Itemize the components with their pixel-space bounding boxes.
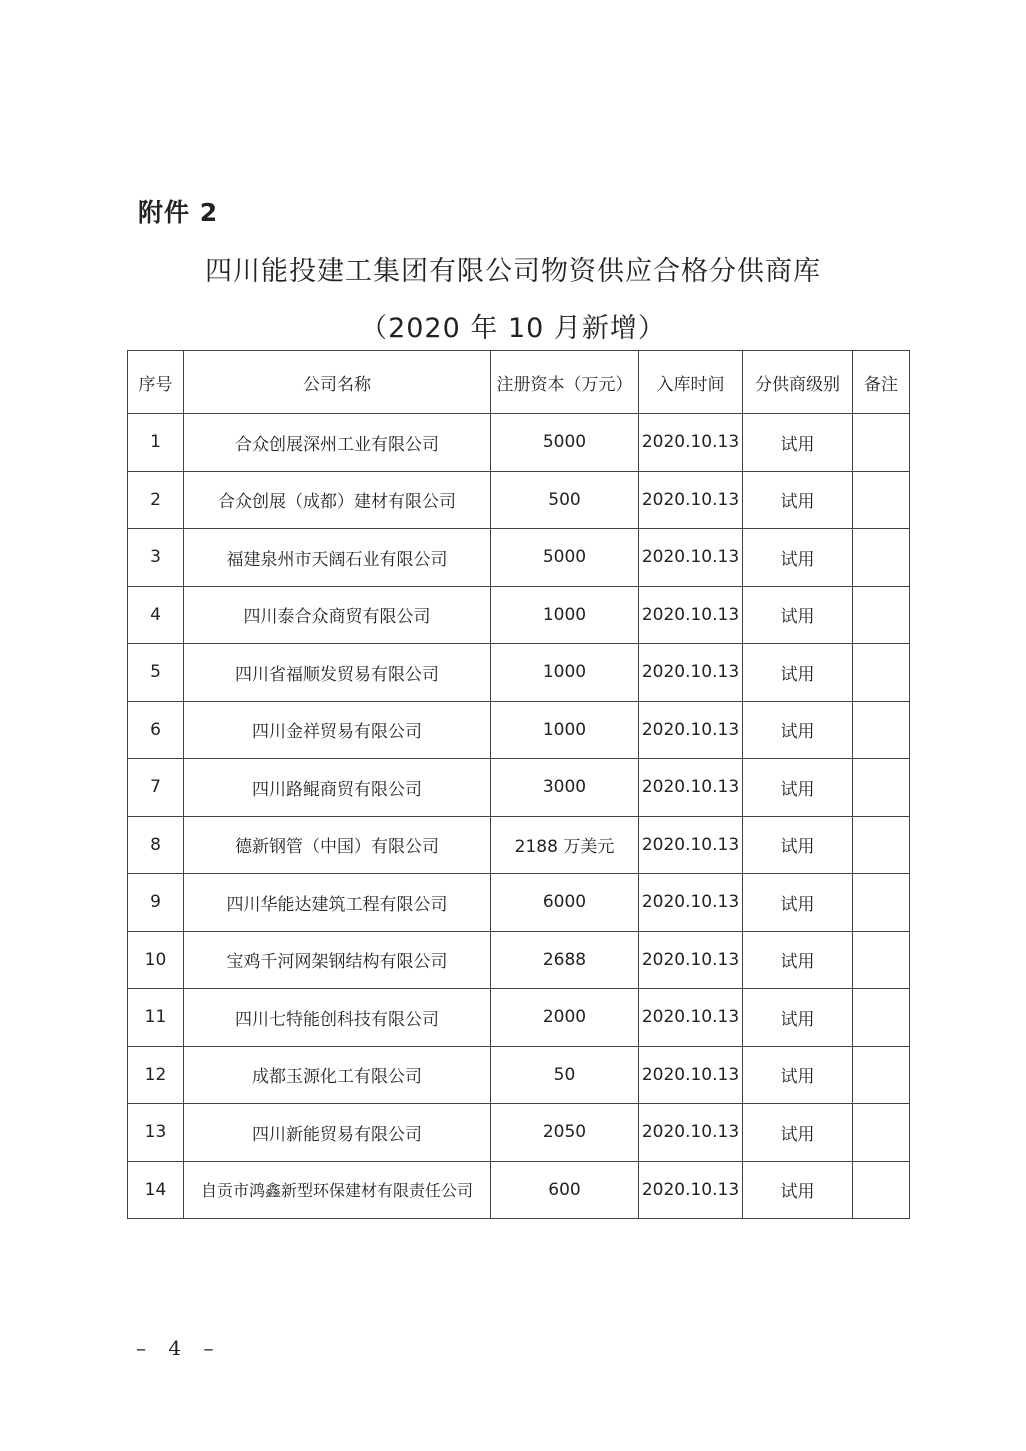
cell-seq: 5: [128, 644, 184, 702]
cell-seq: 12: [128, 1046, 184, 1104]
cell-company: 宝鸡千河网架钢结构有限公司: [184, 931, 491, 989]
table-row: [128, 1046, 910, 1104]
cell-level: 试用: [743, 1046, 853, 1104]
table-row: [128, 874, 910, 932]
cell-level: 试用: [743, 874, 853, 932]
cell-company: 德新钢管（中国）有限公司: [184, 816, 491, 874]
cell-date: 2020.10.13: [639, 816, 743, 874]
table-row: [128, 1104, 910, 1162]
table-header-row: [128, 351, 910, 414]
cell-date: 2020.10.13: [639, 586, 743, 644]
cell-date: 2020.10.13: [639, 1046, 743, 1104]
cell-remark: [853, 931, 910, 989]
cell-level: 试用: [743, 816, 853, 874]
cell-capital: 1000: [491, 701, 639, 759]
cell-level: 试用: [743, 931, 853, 989]
header-company: 公司名称: [184, 351, 491, 414]
table-row: [128, 759, 910, 817]
page-number: – 4 –: [136, 1336, 222, 1360]
cell-capital: 600: [491, 1161, 639, 1219]
cell-level: 试用: [743, 759, 853, 817]
cell-company: 成都玉源化工有限公司: [184, 1046, 491, 1104]
cell-seq: 13: [128, 1104, 184, 1162]
cell-date: 2020.10.13: [639, 644, 743, 702]
cell-seq: 11: [128, 989, 184, 1047]
cell-capital: 1000: [491, 586, 639, 644]
cell-date: 2020.10.13: [639, 931, 743, 989]
cell-level: 试用: [743, 701, 853, 759]
cell-capital: 3000: [491, 759, 639, 817]
cell-company: 四川金祥贸易有限公司: [184, 701, 491, 759]
cell-capital: 2000: [491, 989, 639, 1047]
cell-remark: [853, 644, 910, 702]
cell-seq: 4: [128, 586, 184, 644]
table-row: [128, 529, 910, 587]
header-capital: 注册资本（万元）: [491, 351, 639, 414]
cell-seq: 1: [128, 414, 184, 472]
cell-date: 2020.10.13: [639, 471, 743, 529]
table-row: [128, 931, 910, 989]
cell-company: 合众创展（成都）建材有限公司: [184, 471, 491, 529]
cell-level: 试用: [743, 529, 853, 587]
cell-capital: 2188 万美元: [491, 816, 639, 874]
table-row: [128, 471, 910, 529]
document-title: 四川能投建工集团有限公司物资供应合格分供商库: [205, 256, 821, 287]
cell-remark: [853, 414, 910, 472]
cell-company: 四川七特能创科技有限公司: [184, 989, 491, 1047]
cell-capital: 500: [491, 471, 639, 529]
cell-remark: [853, 586, 910, 644]
cell-seq: 3: [128, 529, 184, 587]
cell-date: 2020.10.13: [639, 414, 743, 472]
cell-seq: 6: [128, 701, 184, 759]
cell-date: 2020.10.13: [639, 874, 743, 932]
cell-remark: [853, 529, 910, 587]
table-row: [128, 644, 910, 702]
cell-remark: [853, 1161, 910, 1219]
table-row: [128, 586, 910, 644]
table-row: [128, 701, 910, 759]
cell-date: 2020.10.13: [639, 759, 743, 817]
cell-remark: [853, 989, 910, 1047]
cell-company: 四川泰合众商贸有限公司: [184, 586, 491, 644]
supplier-table: [127, 350, 910, 1219]
header-date: 入库时间: [639, 351, 743, 414]
cell-remark: [853, 759, 910, 817]
cell-seq: 9: [128, 874, 184, 932]
cell-company: 四川省福顺发贸易有限公司: [184, 644, 491, 702]
attachment-label: 附件 2: [138, 198, 219, 227]
cell-level: 试用: [743, 644, 853, 702]
cell-date: 2020.10.13: [639, 989, 743, 1047]
cell-seq: 2: [128, 471, 184, 529]
cell-capital: 2688: [491, 931, 639, 989]
cell-capital: 50: [491, 1046, 639, 1104]
cell-company: 自贡市鸿鑫新型环保建材有限责任公司: [184, 1161, 491, 1219]
cell-capital: 5000: [491, 414, 639, 472]
table-row: [128, 816, 910, 874]
cell-remark: [853, 471, 910, 529]
cell-company: 四川华能达建筑工程有限公司: [184, 874, 491, 932]
cell-capital: 6000: [491, 874, 639, 932]
cell-capital: 1000: [491, 644, 639, 702]
cell-level: 试用: [743, 414, 853, 472]
cell-company: 福建泉州市天阔石业有限公司: [184, 529, 491, 587]
cell-seq: 10: [128, 931, 184, 989]
document-subtitle: （2020 年 10 月新增）: [360, 313, 666, 344]
cell-company: 四川路鲲商贸有限公司: [184, 759, 491, 817]
cell-seq: 8: [128, 816, 184, 874]
table-row: [128, 989, 910, 1047]
cell-remark: [853, 1104, 910, 1162]
cell-date: 2020.10.13: [639, 1161, 743, 1219]
table-row: [128, 414, 910, 472]
cell-remark: [853, 701, 910, 759]
header-remark: 备注: [853, 351, 910, 414]
cell-company: 四川新能贸易有限公司: [184, 1104, 491, 1162]
cell-capital: 5000: [491, 529, 639, 587]
header-seq: 序号: [128, 351, 184, 414]
cell-seq: 14: [128, 1161, 184, 1219]
cell-company: 合众创展深州工业有限公司: [184, 414, 491, 472]
cell-level: 试用: [743, 1161, 853, 1219]
cell-remark: [853, 874, 910, 932]
header-level: 分供商级别: [743, 351, 853, 414]
cell-remark: [853, 1046, 910, 1104]
cell-capital: 2050: [491, 1104, 639, 1162]
cell-level: 试用: [743, 586, 853, 644]
cell-remark: [853, 816, 910, 874]
table-row: [128, 1161, 910, 1219]
cell-level: 试用: [743, 1104, 853, 1162]
cell-level: 试用: [743, 989, 853, 1047]
cell-date: 2020.10.13: [639, 701, 743, 759]
cell-date: 2020.10.13: [639, 529, 743, 587]
cell-date: 2020.10.13: [639, 1104, 743, 1162]
cell-seq: 7: [128, 759, 184, 817]
cell-level: 试用: [743, 471, 853, 529]
